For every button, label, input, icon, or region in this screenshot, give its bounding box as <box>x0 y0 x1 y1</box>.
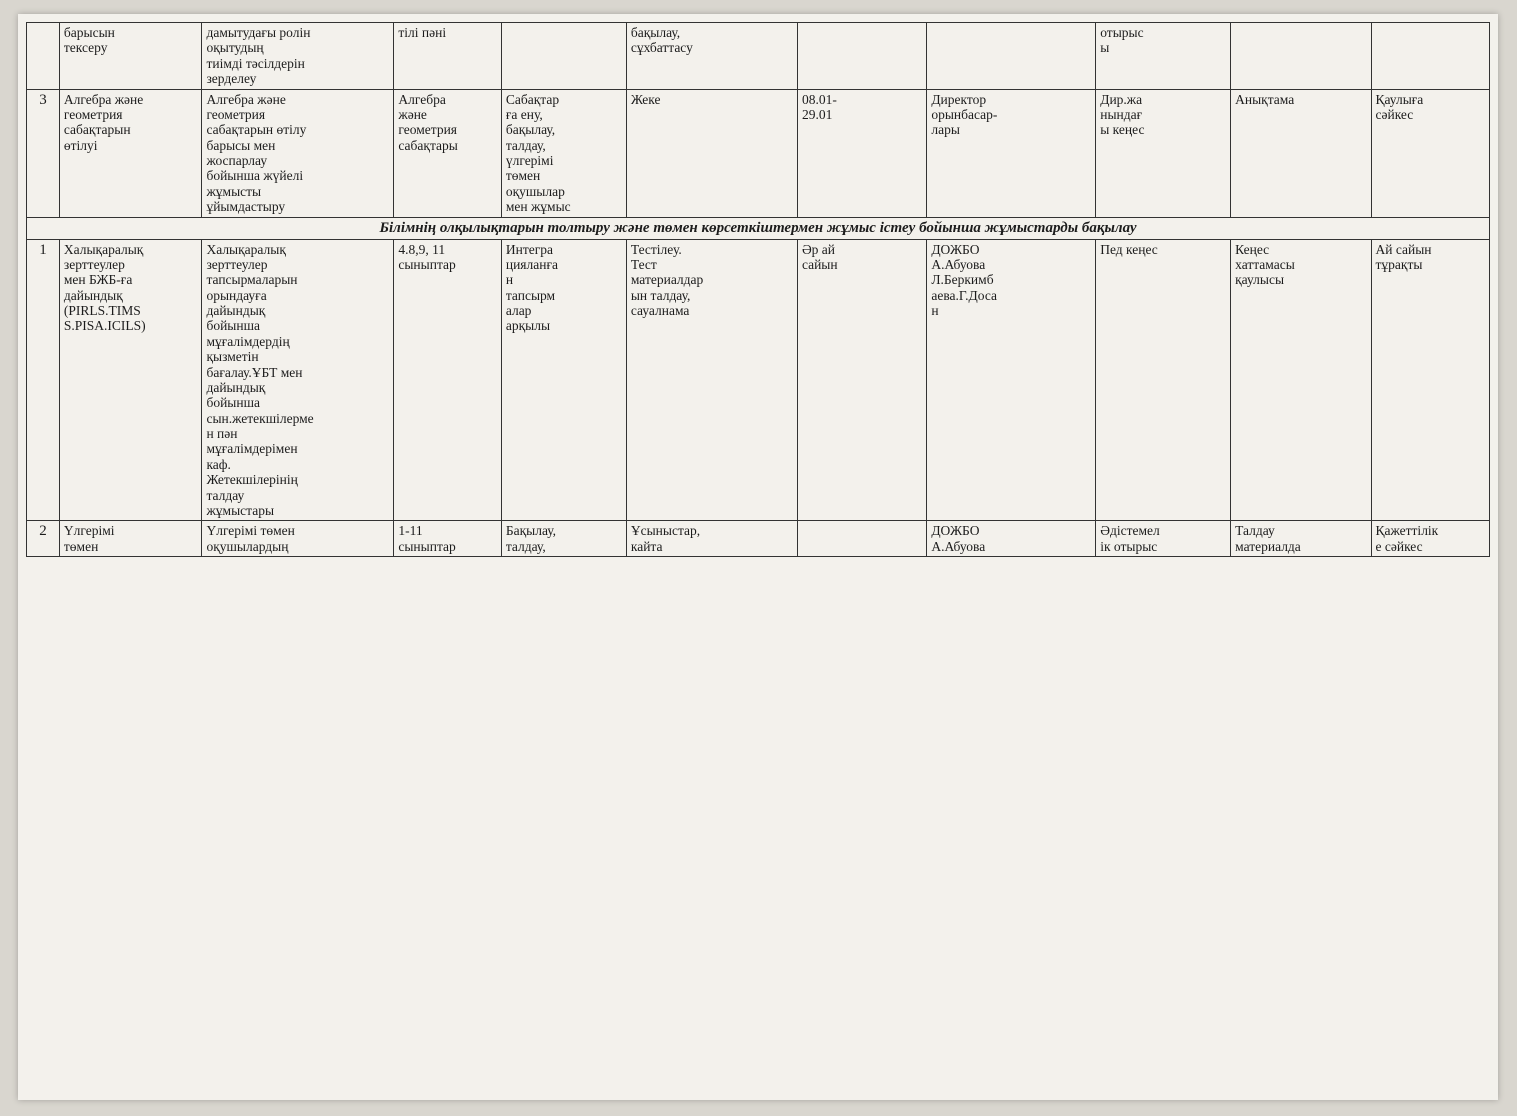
cell-line: Бақылау, <box>505 523 557 539</box>
cell-line: сұхбаттасу <box>630 40 693 56</box>
cell-line: Дир.жа <box>1100 91 1143 107</box>
cell-line: зерделеу <box>206 71 257 87</box>
cell-line: барысы мен <box>206 137 276 153</box>
cell-line: 08.01- <box>801 91 837 107</box>
cell-line: цияланға <box>505 256 558 272</box>
cell-line: дайындық <box>63 287 123 303</box>
cell-line: сабақтары <box>398 137 458 153</box>
cell-line: өтілуі <box>63 137 98 153</box>
cell-line: сыныптар <box>398 256 456 272</box>
cell-line: қызметін <box>206 349 259 365</box>
cell-line: сыныптар <box>398 538 456 554</box>
cell-line: Ай сайын <box>1375 241 1432 257</box>
table-cell <box>1371 89 1490 217</box>
cell-line: хаттамасы <box>1235 256 1295 272</box>
table-cell <box>501 239 626 521</box>
cell-line: Л.Беркимб <box>931 272 994 288</box>
cell-line: Әдістемел <box>1100 523 1160 539</box>
row-number: 3 <box>27 89 60 217</box>
cell-line: Директор <box>931 91 987 107</box>
table-cell <box>1371 521 1490 557</box>
cell-line: е сәйкес <box>1375 538 1423 554</box>
cell-line: Кеңес <box>1235 241 1270 257</box>
cell-line: А.Абуова <box>931 256 986 272</box>
table-body-bottom <box>27 239 1490 557</box>
cell-line: каф. <box>206 456 231 472</box>
cell-line: Сабақтар <box>505 91 560 107</box>
table-cell <box>59 23 202 90</box>
table-cell <box>927 23 1096 90</box>
cell-line: сабақтарын <box>63 122 131 138</box>
cell-line: Қаулыға <box>1375 91 1424 107</box>
cell-line: ік отырыс <box>1100 538 1158 554</box>
cell-line: тұрақты <box>1375 256 1423 272</box>
cell-line: Үлгерімі төмен <box>206 523 295 539</box>
cell-line: төмен <box>63 538 99 554</box>
cell-line: зерттеулер <box>206 256 268 272</box>
cell-line: ы кеңес <box>1100 122 1145 138</box>
table-cell <box>1231 23 1371 90</box>
cell-line: н <box>931 303 939 319</box>
cell-line: талдау, <box>505 538 546 554</box>
cell-line: Жеке <box>630 91 661 107</box>
table-row <box>27 239 1490 521</box>
table-cell <box>626 239 797 521</box>
document-page <box>18 14 1498 1100</box>
table-cell <box>1231 89 1371 217</box>
table-cell <box>202 89 394 217</box>
cell-line: отырыс <box>1100 25 1144 40</box>
cell-line: 4.8,9, 11 <box>398 241 446 257</box>
table-cell <box>1231 239 1371 521</box>
cell-line: жоспарлау <box>206 153 268 168</box>
table-cell <box>1096 23 1231 90</box>
cell-line: Алгебра <box>398 91 446 107</box>
cell-line: Интегра <box>505 241 553 257</box>
section-row <box>27 217 1490 239</box>
cell-line: 29.01 <box>801 106 833 122</box>
cell-line: дайындық <box>206 379 266 395</box>
table-cell <box>394 239 501 521</box>
cell-line: мен БЖБ-ға <box>63 272 133 288</box>
table-body-top <box>27 23 1490 218</box>
table-cell <box>59 521 202 557</box>
table-cell <box>501 89 626 217</box>
cell-line: геометрия <box>398 122 458 138</box>
cell-line: Ұсыныстар, <box>630 523 701 539</box>
cell-line: Тест <box>630 256 657 272</box>
cell-line: Алгебра және <box>206 91 286 107</box>
cell-line: барысын <box>63 25 115 40</box>
cell-line: ын талдау, <box>630 287 691 303</box>
cell-line: және <box>398 106 427 122</box>
cell-line: кайта <box>630 538 663 554</box>
table-cell <box>501 521 626 557</box>
cell-line: оқытудың <box>206 40 264 56</box>
row-number: 2 <box>27 521 60 557</box>
cell-line: сауалнама <box>630 303 690 319</box>
cell-line: зерттеулер <box>63 256 125 272</box>
cell-line: мұғалімдерімен <box>206 441 298 457</box>
cell-line: н пән <box>206 426 238 442</box>
cell-line: мұғалімдердің <box>206 333 290 349</box>
table-cell <box>927 521 1096 557</box>
table-cell <box>59 89 202 217</box>
cell-line: сәйкес <box>1375 106 1414 122</box>
cell-line: Халықаралық <box>63 241 144 257</box>
table-cell <box>202 521 394 557</box>
cell-line: талдау, <box>505 137 546 153</box>
cell-line: А.Абуова <box>931 538 986 554</box>
table-cell <box>1371 239 1490 521</box>
cell-line: орынбасар- <box>931 106 998 122</box>
table-cell <box>797 23 926 90</box>
table-cell <box>394 23 501 90</box>
table-cell <box>626 89 797 217</box>
table-cell <box>797 521 926 557</box>
control-plan-table <box>26 22 1490 557</box>
table-cell <box>394 89 501 217</box>
cell-line: S.PISA.ICILS) <box>63 318 146 334</box>
cell-line: (PIRLS.TIMS <box>63 303 141 319</box>
row-number: 1 <box>27 239 60 521</box>
cell-line: тиімді тәсілдерін <box>206 55 305 71</box>
cell-line: мен жұмыс <box>505 199 571 215</box>
cell-line: алар <box>505 303 532 319</box>
cell-line: арқылы <box>505 318 551 334</box>
cell-line: жұмысты <box>206 183 262 199</box>
table-cell <box>797 239 926 521</box>
table-cell <box>59 239 202 521</box>
table-cell <box>501 23 626 90</box>
cell-line: нындағ <box>1100 106 1143 122</box>
cell-line: тілі пәні <box>398 25 447 40</box>
cell-line: тапсырмаларын <box>206 272 298 288</box>
cell-line: ДОЖБО <box>931 241 980 257</box>
table-row <box>27 521 1490 557</box>
table-cell <box>1096 239 1231 521</box>
table-cell <box>626 521 797 557</box>
table-cell <box>626 23 797 90</box>
table-cell <box>1096 521 1231 557</box>
table-cell <box>927 89 1096 217</box>
cell-line: Талдау <box>1235 523 1275 539</box>
cell-line: Пед кеңес <box>1100 241 1158 257</box>
table-row <box>27 23 1490 90</box>
cell-line: бақылау, <box>630 25 681 40</box>
cell-line: Тестілеу. <box>630 241 682 257</box>
cell-line: Анықтама <box>1235 91 1295 107</box>
table-cell <box>1231 521 1371 557</box>
cell-line: н <box>505 272 514 288</box>
cell-line: геометрия <box>206 106 266 122</box>
cell-line: ға ену, <box>505 106 543 122</box>
cell-line: талдау <box>206 487 245 503</box>
cell-line: орындауға <box>206 287 267 303</box>
cell-line: бойынша <box>206 395 260 411</box>
section-title: Білімнің олқылықтарын толтыру және төмен көрсеткіштермен жұмыс істеу бойынша жұмыстарды бақылау <box>27 217 1490 239</box>
cell-line: үлгерімі <box>505 153 554 168</box>
cell-line: дайындық <box>206 303 266 319</box>
cell-line: Алгебра және <box>63 91 144 107</box>
cell-line: материалда <box>1235 538 1301 554</box>
cell-line: аева.Г.Доса <box>931 287 997 303</box>
cell-line: ұйымдастыру <box>206 199 286 215</box>
cell-line: бақылау, <box>505 122 556 138</box>
cell-line: бойынша <box>206 318 260 334</box>
cell-line: оқушылар <box>505 183 565 199</box>
cell-line: бағалау.ҰБТ мен <box>206 364 303 380</box>
cell-line: геометрия <box>63 106 123 122</box>
cell-line: сайын <box>801 256 838 272</box>
cell-line: қаулысы <box>1235 272 1285 288</box>
table-cell <box>927 239 1096 521</box>
cell-line: бойынша жүйелі <box>206 168 304 184</box>
table-cell <box>1371 23 1490 90</box>
cell-line: тексеру <box>63 40 108 56</box>
table-cell <box>202 23 394 90</box>
cell-line: ы <box>1100 40 1110 56</box>
row-number <box>27 23 60 90</box>
cell-line: Әр ай <box>801 241 836 257</box>
cell-line: сын.жетекшілерме <box>206 410 314 426</box>
cell-line: төмен <box>505 168 541 184</box>
cell-line: тапсырм <box>505 287 556 303</box>
table-cell <box>1096 89 1231 217</box>
cell-line: сабақтарын өтілу <box>206 122 307 138</box>
cell-line: ДОЖБО <box>931 523 980 539</box>
table-cell <box>394 521 501 557</box>
cell-line: оқушылардың <box>206 538 289 554</box>
cell-line: дамытудағы ролін <box>206 25 311 40</box>
cell-line: 1-11 <box>398 523 423 539</box>
cell-line: Жетекшілерінің <box>206 472 298 488</box>
cell-line: жұмыстары <box>206 502 275 518</box>
cell-line: Қажеттілік <box>1375 523 1439 539</box>
cell-line: Халықаралық <box>206 241 286 257</box>
cell-line: Үлгерімі <box>63 523 115 539</box>
table-cell <box>797 89 926 217</box>
table-row <box>27 89 1490 217</box>
table-cell <box>202 239 394 521</box>
cell-line: материалдар <box>630 272 704 288</box>
cell-line: лары <box>931 122 960 138</box>
